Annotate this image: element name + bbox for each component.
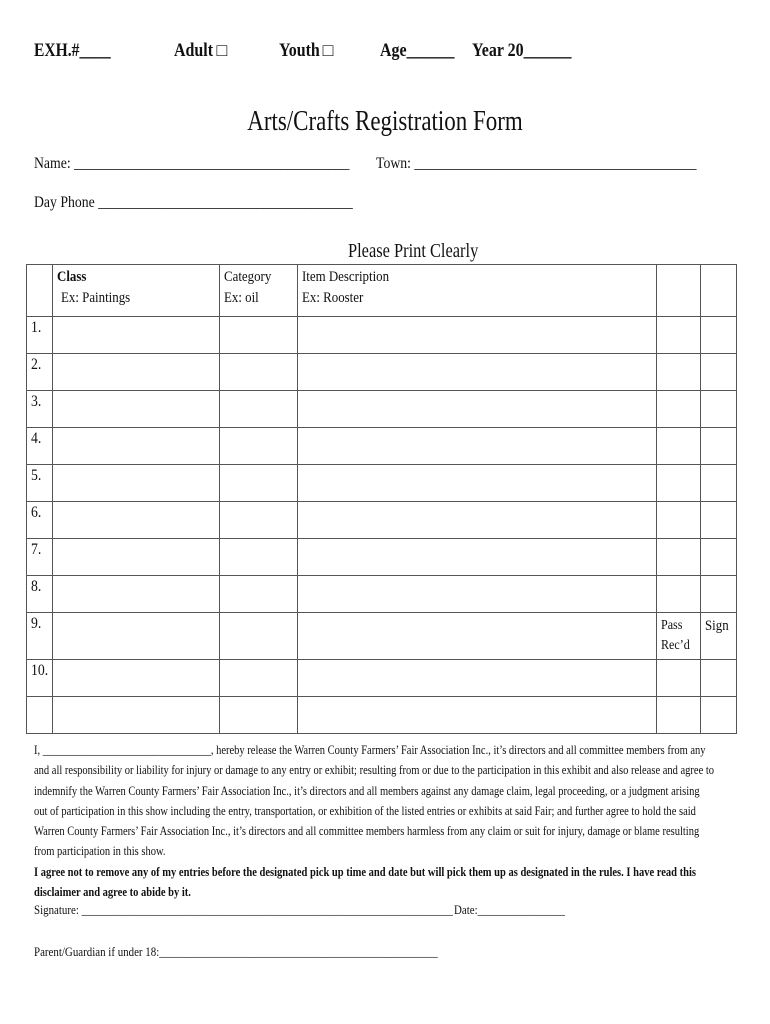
category-cell[interactable] xyxy=(220,465,298,502)
category-cell[interactable] xyxy=(220,354,298,391)
table-row xyxy=(27,428,737,465)
class-header-label: Class xyxy=(57,269,87,285)
item-description-column-header xyxy=(298,265,657,317)
class-cell[interactable] xyxy=(53,576,220,613)
table-row xyxy=(27,613,737,660)
category-cell[interactable] xyxy=(220,539,298,576)
agreement-statement: I agree not to remove any of my entries before the designated pick up time and date but will pick them up as designated in the rules. I have read this disclaimer and agree to abide by it. xyxy=(34,864,696,900)
sign-cell[interactable] xyxy=(701,576,737,613)
pass-cell[interactable] xyxy=(657,465,701,502)
youth-checkbox[interactable]: □ xyxy=(322,40,334,60)
town-label: Town: _________________________________________ xyxy=(376,155,697,172)
row-number: 6. xyxy=(27,502,53,539)
table-row xyxy=(27,317,737,354)
item-description-cell[interactable] xyxy=(298,613,657,660)
year-label: Year 20______ xyxy=(472,40,572,61)
class-column-header xyxy=(53,265,220,317)
sign-cell[interactable] xyxy=(701,660,737,697)
received-label: Rec’d xyxy=(661,638,690,653)
row-number xyxy=(27,697,53,734)
item-description-cell[interactable] xyxy=(298,391,657,428)
category-cell[interactable] xyxy=(220,428,298,465)
category-column-header xyxy=(220,265,298,317)
item-description-cell[interactable] xyxy=(298,697,657,734)
print-clearly-text: Please Print Clearly xyxy=(348,240,479,262)
class-cell[interactable] xyxy=(53,502,220,539)
sign-cell[interactable] xyxy=(701,465,737,502)
row-number-header xyxy=(27,265,53,317)
date-label: Date:________________ xyxy=(454,902,566,917)
pass-received-label-cell xyxy=(657,613,701,660)
print-clearly-notice xyxy=(348,240,507,263)
age-label: Age______ xyxy=(380,40,455,61)
class-cell[interactable] xyxy=(53,613,220,660)
category-example: Ex: oil xyxy=(224,290,259,306)
name-field[interactable] xyxy=(34,155,401,173)
pass-column-header xyxy=(657,265,701,317)
sign-label: Sign xyxy=(705,618,729,634)
class-cell[interactable] xyxy=(53,660,220,697)
table-row xyxy=(27,502,737,539)
row-number: 7. xyxy=(27,539,53,576)
row-number: 10. xyxy=(27,660,53,697)
item-description-cell[interactable] xyxy=(298,428,657,465)
age-field[interactable] xyxy=(380,40,469,62)
class-cell[interactable] xyxy=(53,697,220,734)
youth-label: Youth xyxy=(279,40,320,61)
category-cell[interactable] xyxy=(220,660,298,697)
sign-cell[interactable] xyxy=(701,428,737,465)
adult-label: Adult xyxy=(174,40,214,61)
table-row xyxy=(27,660,737,697)
category-cell[interactable] xyxy=(220,613,298,660)
row-number: 2. xyxy=(27,354,53,391)
class-cell[interactable] xyxy=(53,317,220,354)
item-description-cell[interactable] xyxy=(298,502,657,539)
day-phone-label: Day Phone _____________________________________ xyxy=(34,194,353,211)
class-cell[interactable] xyxy=(53,465,220,502)
pass-cell[interactable] xyxy=(657,660,701,697)
pass-cell[interactable] xyxy=(657,317,701,354)
sign-label-cell xyxy=(701,613,737,660)
pass-cell[interactable] xyxy=(657,391,701,428)
sign-cell[interactable] xyxy=(701,354,737,391)
table-row xyxy=(27,576,737,613)
category-cell[interactable] xyxy=(220,697,298,734)
day-phone-field[interactable] xyxy=(34,194,405,212)
sign-cell[interactable] xyxy=(701,697,737,734)
sign-column-header xyxy=(701,265,737,317)
form-title xyxy=(0,106,770,138)
category-cell[interactable] xyxy=(220,391,298,428)
item-description-cell[interactable] xyxy=(298,660,657,697)
item-description-example: Ex: Rooster xyxy=(302,290,364,306)
class-example: Ex: Paintings xyxy=(61,290,131,306)
item-description-cell[interactable] xyxy=(298,576,657,613)
sign-cell[interactable] xyxy=(701,502,737,539)
sign-cell[interactable] xyxy=(701,539,737,576)
item-description-header-label: Item Description xyxy=(302,269,390,285)
pass-cell[interactable] xyxy=(657,539,701,576)
table-row xyxy=(27,697,737,734)
category-cell[interactable] xyxy=(220,576,298,613)
adult-checkbox[interactable]: □ xyxy=(216,40,228,60)
town-field[interactable] xyxy=(376,155,749,173)
exhibitor-number-field[interactable] xyxy=(34,40,127,62)
signature-label: Signature: ____________________________________________________________________ xyxy=(34,902,453,917)
pass-cell[interactable] xyxy=(657,502,701,539)
disclaimer-block xyxy=(34,740,715,902)
table-header-row xyxy=(27,265,737,317)
date-field[interactable] xyxy=(454,902,586,918)
item-description-cell[interactable] xyxy=(298,539,657,576)
pass-cell[interactable] xyxy=(657,576,701,613)
row-number: 5. xyxy=(27,465,53,502)
form-title-text: Arts/Crafts Registration Form xyxy=(247,106,523,137)
name-label: Name: ________________________________________ xyxy=(34,155,350,172)
pass-label: Pass xyxy=(661,618,683,633)
category-cell[interactable] xyxy=(220,502,298,539)
year-field[interactable] xyxy=(472,40,590,62)
youth-option[interactable] xyxy=(279,40,333,62)
category-cell[interactable] xyxy=(220,317,298,354)
class-cell[interactable] xyxy=(53,539,220,576)
class-cell[interactable] xyxy=(53,428,220,465)
release-statement: I, ________________________________, hereby release the Warren County Farmers’ Fair Association Inc., it’s directors and all committee members from any and all responsibility or liability for injury or damage to any entry or exhibit; resulting from or due to the participation in this exhibit and also release and agree to indemnify the Warren County Farmers’ Fair Association Inc., it’s directors and all members against any damage claim, legal proceeding, or a judgment arising out of participation in this show including the entry, transportation, or exhibition of the listed entries or exhibits at said Fair; and further agree to hold the said Warren County Farmers’ Fair Association Inc., it’s directors and all committee members harmless from any claim or suit for injury, damage or blame resulting from participation in this show. xyxy=(34,743,715,859)
row-number: 3. xyxy=(27,391,53,428)
row-number: 4. xyxy=(27,428,53,465)
row-number: 1. xyxy=(27,317,53,354)
sign-cell[interactable] xyxy=(701,391,737,428)
adult-option[interactable] xyxy=(174,40,227,62)
pass-cell[interactable] xyxy=(657,697,701,734)
table-row xyxy=(27,354,737,391)
parent-guardian-label: Parent/Guardian if under 18:___________________________________________________ xyxy=(34,944,438,959)
class-cell[interactable] xyxy=(53,354,220,391)
table-row xyxy=(27,539,737,576)
row-number: 9. xyxy=(27,613,53,660)
category-header-label: Category xyxy=(224,269,272,285)
pass-cell[interactable] xyxy=(657,428,701,465)
parent-guardian-field[interactable] xyxy=(34,944,515,960)
item-description-cell[interactable] xyxy=(298,465,657,502)
table-row xyxy=(27,465,737,502)
item-description-cell[interactable] xyxy=(298,354,657,391)
table-row xyxy=(27,391,737,428)
registration-table xyxy=(26,264,737,734)
sign-cell[interactable] xyxy=(701,317,737,354)
item-description-cell[interactable] xyxy=(298,317,657,354)
class-cell[interactable] xyxy=(53,391,220,428)
row-number: 8. xyxy=(27,576,53,613)
pass-cell[interactable] xyxy=(657,354,701,391)
exhibitor-number-label: EXH.#____ xyxy=(34,40,111,61)
